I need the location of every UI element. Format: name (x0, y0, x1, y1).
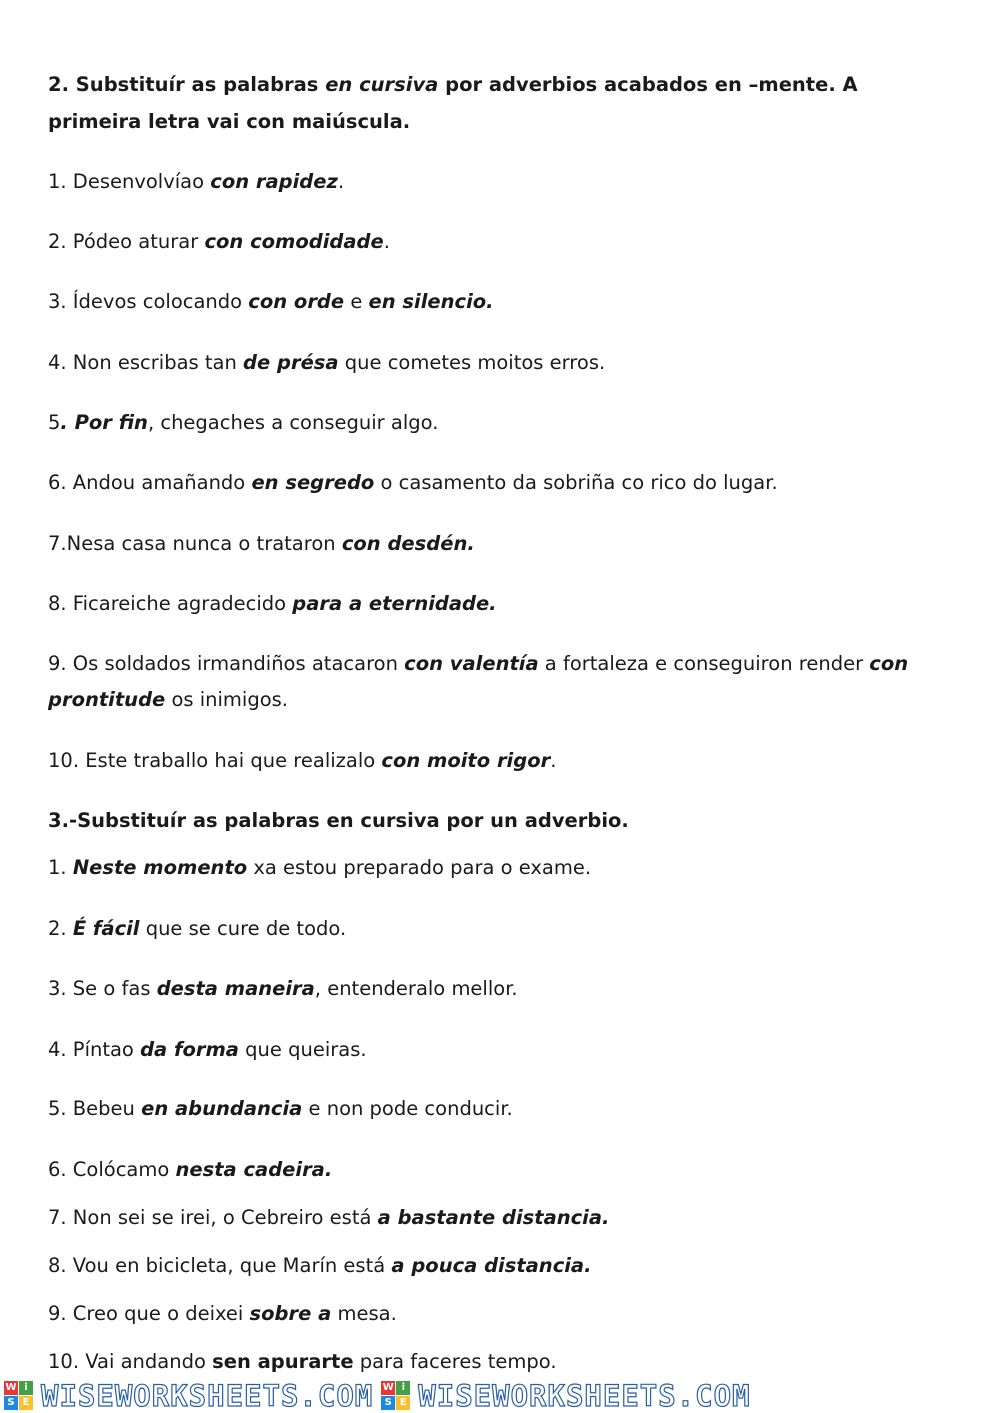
logo-text: WISEWORKSHEETS.COM (418, 1378, 751, 1413)
logo-icon: W i S E (381, 1381, 410, 1410)
s3-item-4: 4. Píntao da forma que queiras. (48, 1038, 367, 1061)
s3-item-8: 8. Vou en bicicleta, que Marín está a pouca distancia. (48, 1254, 592, 1277)
section2-title-line2: primeira letra vai con maiúscula. (48, 110, 411, 133)
s2-item-2: 2. Pódeo aturar con comodidade. (48, 230, 390, 253)
s3-item-1: 1. Neste momento xa estou preparado para o exame. (48, 856, 592, 879)
s3-item-7: 7. Non sei se irei, o Cebreiro está a bastante distancia. (48, 1206, 610, 1229)
s3-item-5: 5. Bebeu en abundancia e non pode conducir. (48, 1097, 513, 1120)
footer-watermark (0, 1378, 1000, 1413)
s3-item-9: 9. Creo que o deixei sobre a mesa. (48, 1302, 397, 1325)
logo-text: WISEWORKSHEETS.COM (41, 1378, 374, 1413)
s2-item-8: 8. Ficareiche agradecido para a eternidade. (48, 592, 497, 615)
s2-item-7: 7.Nesa casa nunca o trataron con desdén. (48, 532, 475, 555)
s3-item-2: 2. É fácil que se cure de todo. (48, 917, 347, 940)
s2-item-1: 1. Desenvolvíao con rapidez. (48, 170, 345, 193)
section3-title: 3.-Substituír as palabras en cursiva por un adverbio. (48, 809, 629, 832)
s2-item-6: 6. Andou amañando en segredo o casamento da sobriña co rico do lugar. (48, 471, 778, 494)
s2-item-5: 5. Por fin, chegaches a conseguir algo. (48, 411, 439, 434)
s2-item-3: 3. Ídevos colocando con orde e en silencio. (48, 290, 494, 313)
s2-item-10: 10. Este traballo hai que realizalo con moito rigor. (48, 749, 557, 772)
s2-item-9-line2: prontitude os inimigos. (48, 688, 289, 711)
s3-item-10: 10. Vai andando sen apurarte para faceres tempo. (48, 1350, 557, 1373)
s2-item-4: 4. Non escribas tan de présa que cometes moitos erros. (48, 351, 606, 374)
s3-item-3: 3. Se o fas desta maneira, entenderalo mellor. (48, 977, 518, 1000)
s3-item-6: 6. Colócamo nesta cadeira. (48, 1158, 333, 1181)
section2-title: 2. Substituír as palabras en cursiva por adverbios acabados en –mente. A (48, 73, 858, 96)
s2-item-9: 9. Os soldados irmandiños atacaron con valentía a fortaleza e conseguiron render con (48, 652, 909, 675)
logo-icon: W i S E (4, 1381, 33, 1410)
